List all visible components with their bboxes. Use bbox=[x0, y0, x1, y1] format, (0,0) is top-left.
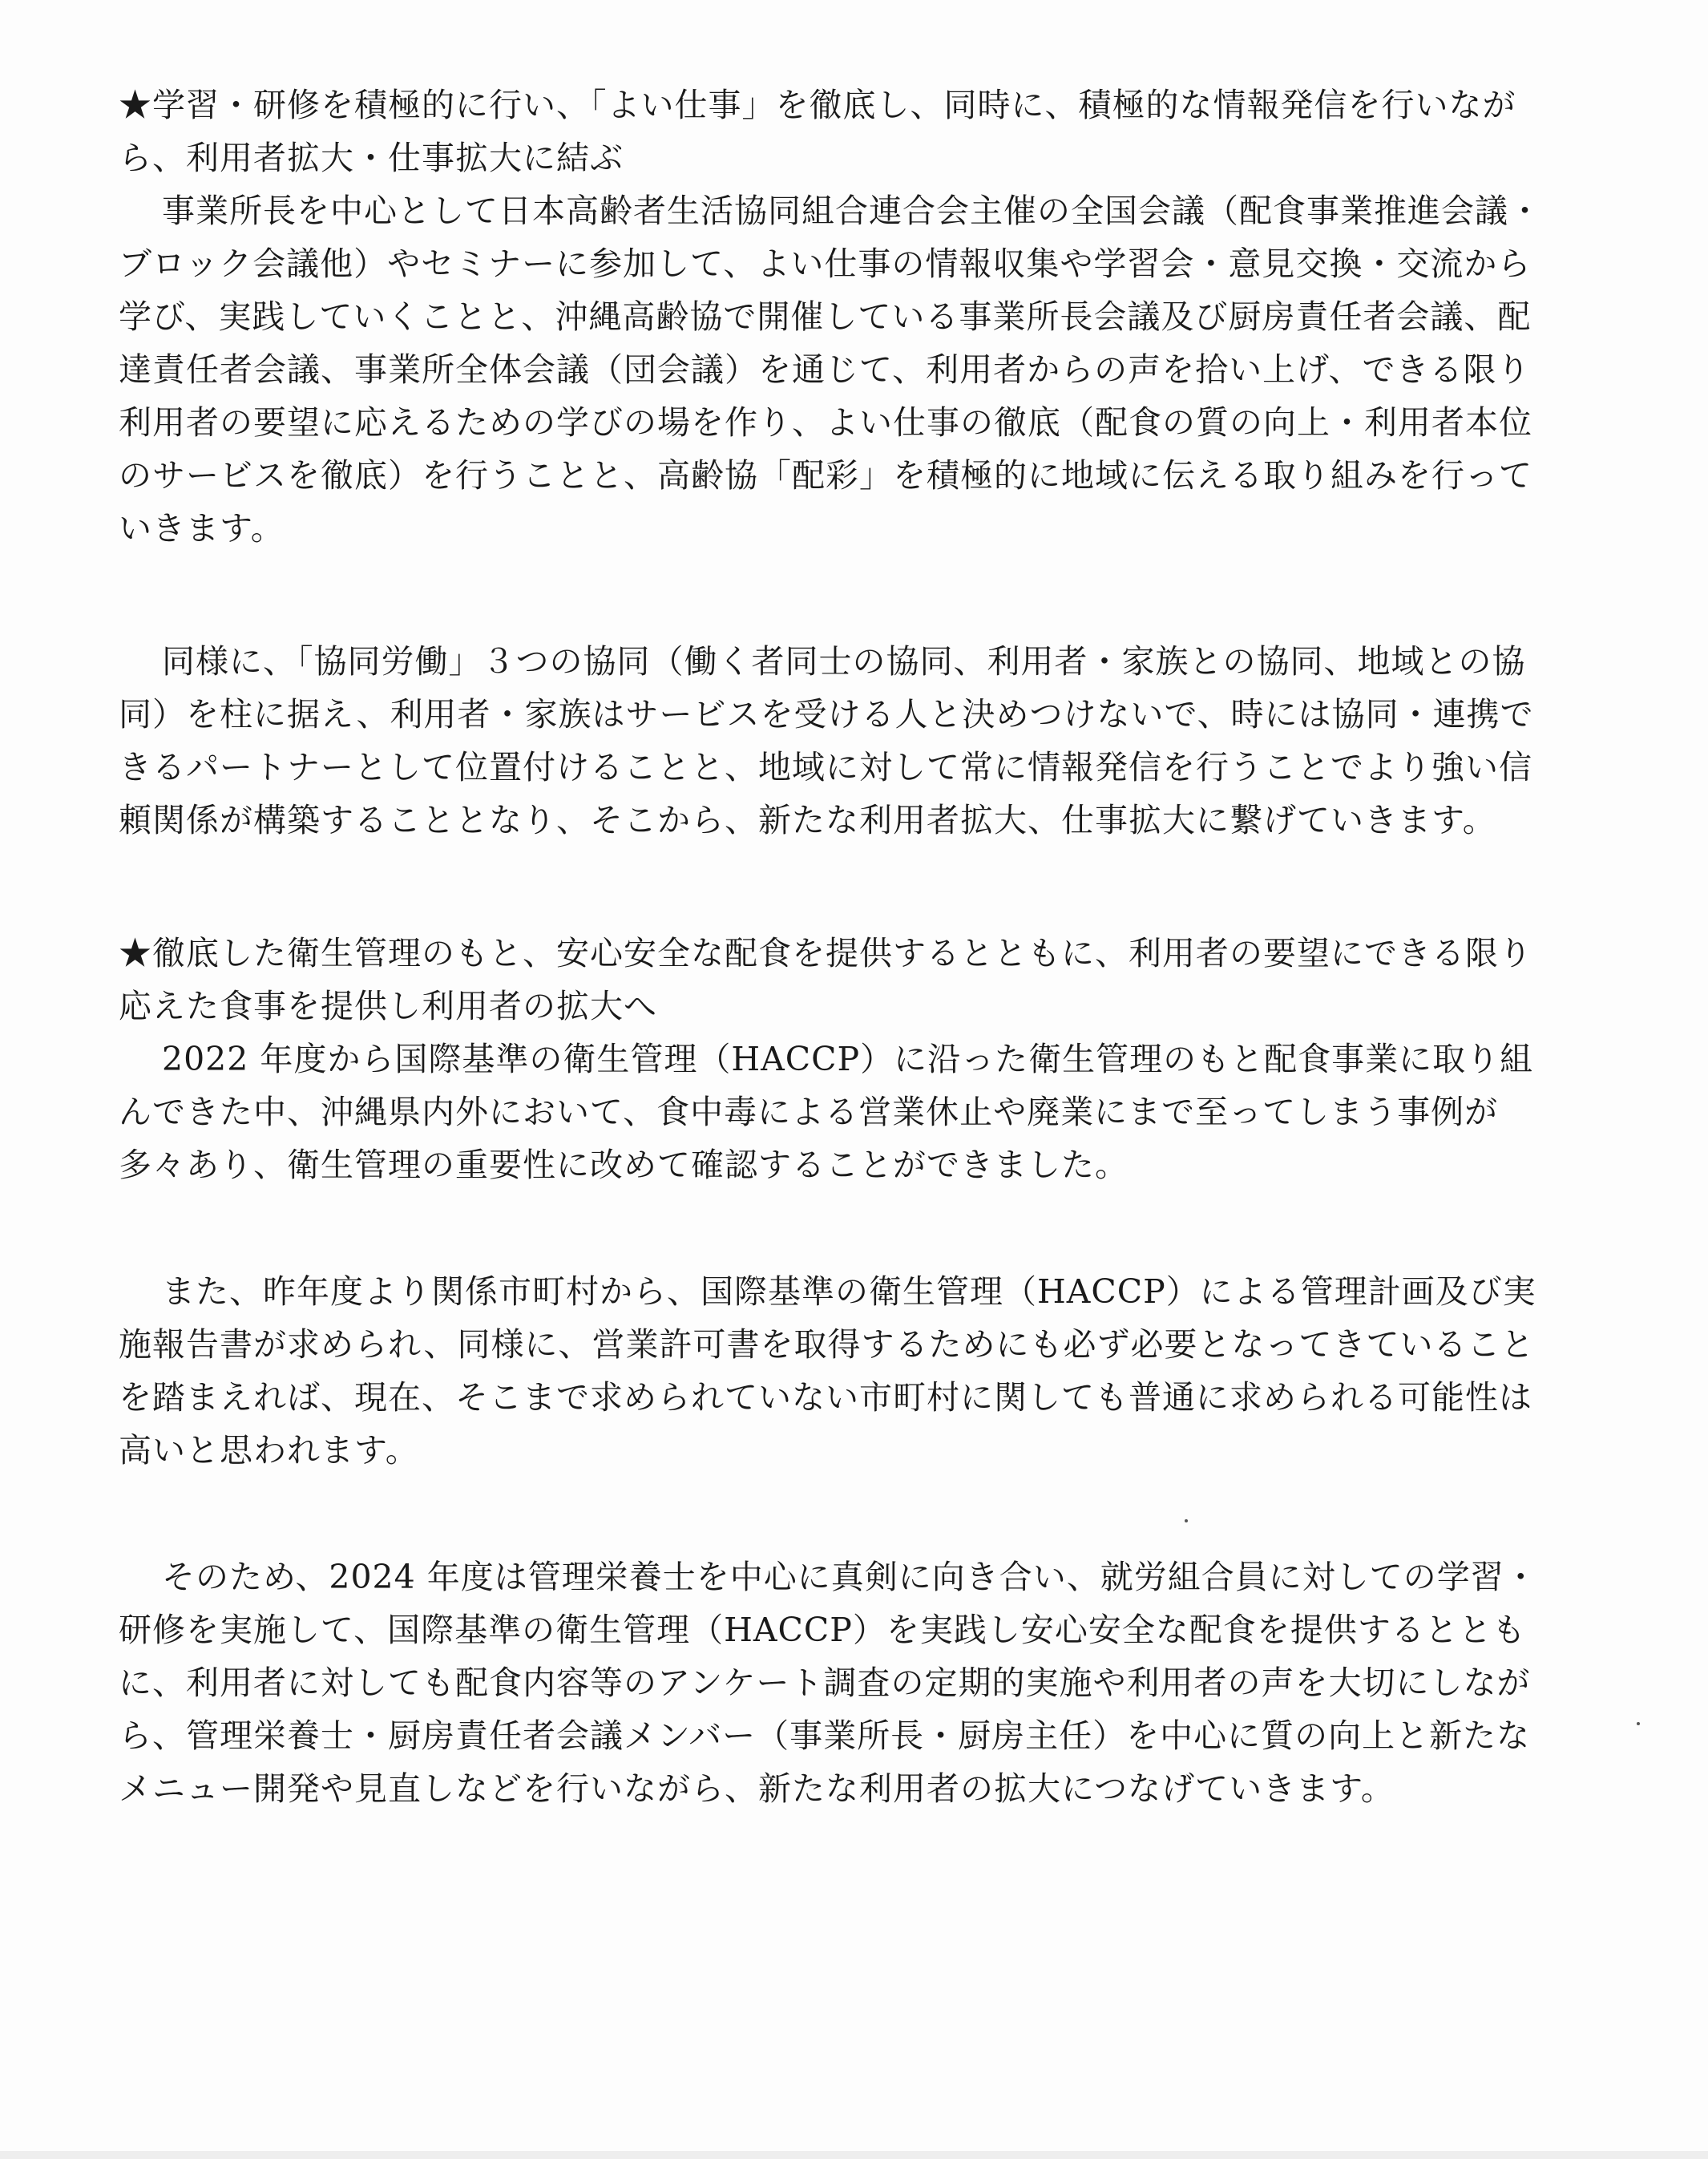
paragraph-spacer bbox=[119, 1191, 1545, 1265]
scan-edge bbox=[0, 2151, 1708, 2159]
paragraph-spacer bbox=[119, 1477, 1545, 1551]
paragraph-spacer bbox=[119, 555, 1545, 635]
document-body bbox=[119, 79, 1545, 1815]
section-heading-hygiene: ★徹底した衛生管理のもと、安心安全な配食を提供するとともに、利用者の要望にできる限り応えた食事を提供し利用者の拡大へ bbox=[119, 934, 1532, 1025]
scan-speck bbox=[1185, 1519, 1188, 1522]
scan-speck bbox=[1637, 1722, 1640, 1725]
paragraph-learning-meetings: 事業所長を中心として日本高齢者生活協同組合連合会主催の全国会議（配食事業推進会議・ブロック会議他）やセミナーに参加して、よい仕事の情報収集や学習会・意見交換・交流から学び、実践していくことと、沖縄高齢協で開催している事業所長会議及び厨房責任者会議、配達責任者会議、事業所全体会議（団会議）を通じて、利用者からの声を拾い上げ、できる限り利用者の要望に応えるための学びの場を作り、よい仕事の徹底（配食の質の向上・利用者本位のサービスを徹底）を行うことと、高齢協「配彩」を積極的に地域に伝える取り組みを行っていきます。 bbox=[119, 192, 1542, 548]
paragraph-haccp-2022: 2022 年度から国際基準の衛生管理（HACCP）に沿った衛生管理のもと配食事業に取り組んできた中、沖縄県内外において、食中毒による営業休止や廃業にまで至ってしまう事例が多々あり、衛生管理の重要性に改めて確認することができました。 bbox=[119, 1040, 1534, 1184]
paragraph-cooperative-labor: 同様に、「協同労働」３つの協同（働く者同士の協同、利用者・家族との協同、地域との協同）を柱に据え、利用者・家族はサービスを受ける人と決めつけないで、時には協同・連携できるパートナーとして位置付けることと、地域に対して常に情報発信を行うことでより強い信頼関係が構築することとなり、そこから、新たな利用者拡大、仕事拡大に繋げていきます。 bbox=[119, 642, 1534, 839]
paragraph-spacer bbox=[119, 847, 1545, 927]
section-heading-learning: ★学習・研修を積極的に行い、「よい仕事」を徹底し、同時に、積極的な情報発信を行いながら、利用者拡大・仕事拡大に結ぶ bbox=[119, 86, 1516, 177]
paragraph-municipal-requirements: また、昨年度より関係市町村から、国際基準の衛生管理（HACCP）による管理計画及び実施報告書が求められ、同様に、営業許可書を取得するためにも必ず必要となってきていることを踏まえれば、現在、そこまで求められていない市町村に関しても普通に求められる可能性は高いと思われます。 bbox=[119, 1272, 1536, 1470]
paragraph-2024-plan: そのため、2024 年度は管理栄養士を中心に真剣に向き合い、就労組合員に対しての学習・研修を実施して、国際基準の衛生管理（HACCP）を実践し安心安全な配食を提供するとともに、利用者に対しても配食内容等のアンケート調査の定期的実施や利用者の声を大切にしながら、管理栄養士・厨房責任者会議メンバー（事業所長・厨房主任）を中心に質の向上と新たなメニュー開発や見直しなどを行いながら、新たな利用者の拡大につなげていきます。 bbox=[119, 1558, 1538, 1808]
